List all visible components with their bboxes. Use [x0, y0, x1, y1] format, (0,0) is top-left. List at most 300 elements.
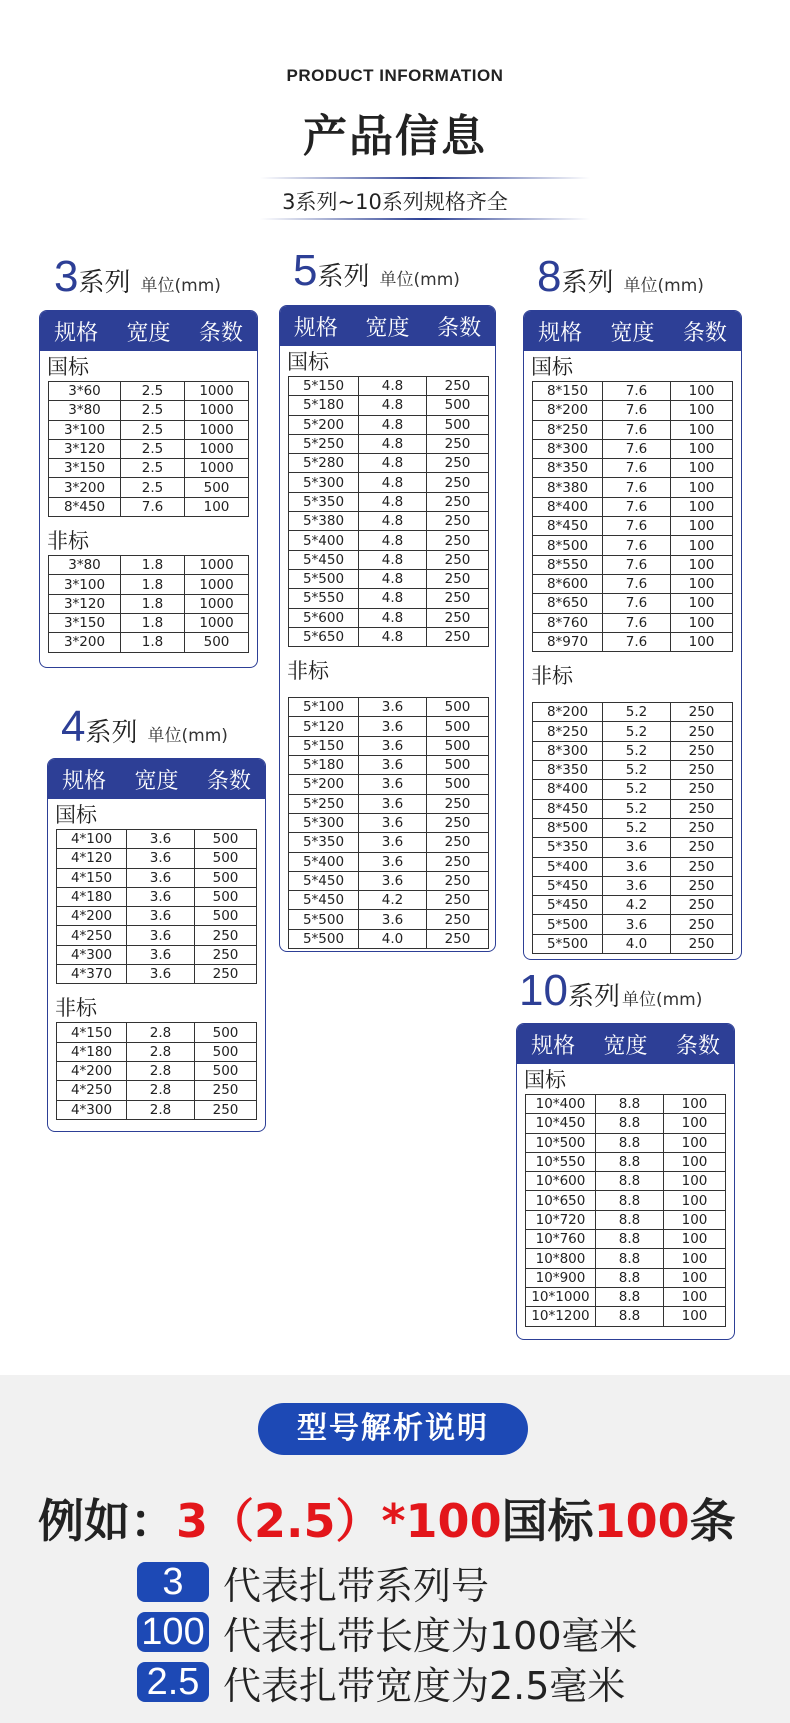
- spec-cell: 5*120: [289, 717, 359, 736]
- table-row: [57, 1061, 257, 1080]
- spec-cell: 5*500: [533, 934, 603, 953]
- width-cell: 8.8: [596, 1287, 664, 1306]
- count-cell: 1000: [185, 594, 249, 613]
- spec-cell: 5*250: [289, 794, 359, 813]
- table-row: [289, 891, 489, 910]
- table-row: [533, 722, 733, 741]
- count-cell: 500: [185, 478, 249, 497]
- count-cell: 250: [671, 780, 733, 799]
- table-row: [49, 459, 249, 478]
- count-cell: 250: [671, 915, 733, 934]
- spec-cell: 4*150: [57, 868, 127, 887]
- divider-bottom: [260, 218, 590, 220]
- width-cell: 4.0: [603, 934, 671, 953]
- table-row: [57, 1042, 257, 1061]
- spec-cell: 8*350: [533, 761, 603, 780]
- spec-cell: 5*500: [289, 929, 359, 948]
- count-cell: 250: [427, 589, 489, 608]
- table-row: [289, 929, 489, 948]
- header-title-en: PRODUCT INFORMATION: [286, 66, 504, 85]
- spec-cell: 8*250: [533, 420, 603, 439]
- count-cell: 100: [664, 1287, 726, 1306]
- spec-cell: 5*450: [289, 891, 359, 910]
- spec-cell: 5*150: [289, 377, 359, 396]
- width-cell: 5.2: [603, 703, 671, 722]
- series-10-title: 10系列 单位(mm): [519, 966, 703, 1015]
- spec-cell: 10*1000: [526, 1287, 596, 1306]
- count-cell: 250: [427, 492, 489, 511]
- width-cell: 5.2: [603, 780, 671, 799]
- count-cell: 100: [664, 1230, 726, 1249]
- spec-table: [48, 381, 249, 517]
- spec-cell: 8*650: [533, 594, 603, 613]
- table-header: 规格 宽度 条数: [280, 306, 495, 346]
- count-cell: 100: [671, 497, 733, 516]
- table-row: [57, 887, 257, 906]
- table-row: [49, 478, 249, 497]
- count-cell: 500: [195, 849, 257, 868]
- table-row: [289, 717, 489, 736]
- spec-cell: 3*150: [49, 613, 121, 632]
- width-cell: 7.6: [603, 420, 671, 439]
- width-cell: 1.8: [121, 575, 185, 594]
- legend-text: 代表扎带宽度为2.5毫米: [223, 1663, 626, 1708]
- width-cell: 4.0: [359, 929, 427, 948]
- count-cell: 500: [185, 633, 249, 652]
- table-row: [533, 934, 733, 953]
- table-row: [49, 613, 249, 632]
- count-cell: 1000: [185, 556, 249, 575]
- table-row: [526, 1210, 726, 1229]
- table-row: [49, 594, 249, 613]
- spec-cell: 5*300: [289, 813, 359, 832]
- spec-cell: 8*550: [533, 555, 603, 574]
- table-row: [526, 1230, 726, 1249]
- spec-cell: 3*60: [49, 382, 121, 401]
- header-subtitle: 3系列~10系列规格齐全: [282, 190, 508, 214]
- spec-cell: 5*400: [533, 857, 603, 876]
- width-cell: 2.5: [121, 459, 185, 478]
- table-row: [533, 632, 733, 651]
- count-cell: 100: [671, 459, 733, 478]
- count-cell: 250: [671, 934, 733, 953]
- table-row: [533, 703, 733, 722]
- width-cell: 7.6: [603, 594, 671, 613]
- legend-row-series: [137, 1561, 490, 1608]
- legend-row-length: [137, 1611, 638, 1658]
- count-cell: 250: [671, 722, 733, 741]
- count-cell: 250: [671, 818, 733, 837]
- width-cell: 3.6: [359, 833, 427, 852]
- width-cell: 3.6: [127, 830, 195, 849]
- series-4-card: [47, 758, 266, 1132]
- count-cell: 250: [671, 799, 733, 818]
- width-cell: 7.6: [603, 632, 671, 651]
- width-cell: 4.8: [359, 415, 427, 434]
- count-cell: 250: [671, 896, 733, 915]
- legend-badge: 3: [137, 1562, 209, 1602]
- count-cell: 250: [427, 833, 489, 852]
- count-cell: 250: [195, 965, 257, 984]
- table-row: [289, 698, 489, 717]
- width-cell: 8.8: [596, 1114, 664, 1133]
- spec-cell: 8*500: [533, 536, 603, 555]
- table-row: [289, 813, 489, 832]
- table-row: [533, 741, 733, 760]
- count-cell: 100: [671, 613, 733, 632]
- count-cell: 1000: [185, 439, 249, 458]
- width-cell: 7.6: [603, 401, 671, 420]
- table-row: [289, 512, 489, 531]
- table-row: [533, 536, 733, 555]
- spec-table: [525, 1094, 726, 1327]
- spec-cell: 8*400: [533, 497, 603, 516]
- width-cell: 3.6: [603, 876, 671, 895]
- width-cell: 8.8: [596, 1230, 664, 1249]
- spec-cell: 10*800: [526, 1249, 596, 1268]
- count-cell: 250: [195, 1081, 257, 1100]
- spec-cell: 3*120: [49, 439, 121, 458]
- width-cell: 4.8: [359, 608, 427, 627]
- table-row: [57, 926, 257, 945]
- count-cell: 500: [427, 717, 489, 736]
- spec-cell: 10*900: [526, 1268, 596, 1287]
- spec-cell: 5*400: [289, 531, 359, 550]
- count-cell: 500: [195, 887, 257, 906]
- width-cell: 4.8: [359, 550, 427, 569]
- count-cell: 100: [664, 1114, 726, 1133]
- spec-cell: 10*550: [526, 1152, 596, 1171]
- spec-cell: 4*150: [57, 1023, 127, 1042]
- count-cell: 250: [195, 926, 257, 945]
- spec-cell: 5*350: [289, 492, 359, 511]
- count-cell: 1000: [185, 459, 249, 478]
- table-header: 规格 宽度 条数: [40, 311, 257, 351]
- width-cell: 1.8: [121, 613, 185, 632]
- table-header: 规格 宽度 条数: [517, 1024, 734, 1064]
- width-cell: 3.6: [127, 849, 195, 868]
- count-cell: 100: [664, 1133, 726, 1152]
- count-cell: 250: [671, 857, 733, 876]
- spec-cell: 5*450: [289, 871, 359, 890]
- width-cell: 4.8: [359, 434, 427, 453]
- count-cell: 500: [195, 868, 257, 887]
- table-row: [49, 556, 249, 575]
- spec-cell: 3*80: [49, 401, 121, 420]
- spec-table: [288, 697, 489, 949]
- spec-table: [532, 381, 733, 652]
- spec-cell: 8*350: [533, 459, 603, 478]
- table-row: [533, 382, 733, 401]
- width-cell: 2.8: [127, 1023, 195, 1042]
- table-row: [533, 799, 733, 818]
- count-cell: 100: [671, 382, 733, 401]
- spec-cell: 8*450: [533, 517, 603, 536]
- spec-cell: 5*180: [289, 756, 359, 775]
- category-non-national: 非标: [47, 529, 89, 554]
- table-row: [533, 915, 733, 934]
- spec-cell: 5*200: [289, 415, 359, 434]
- count-cell: 100: [671, 574, 733, 593]
- count-cell: 500: [195, 1042, 257, 1061]
- count-cell: 100: [664, 1307, 726, 1326]
- width-cell: 5.2: [603, 799, 671, 818]
- width-cell: 5.2: [603, 818, 671, 837]
- width-cell: 4.8: [359, 569, 427, 588]
- width-cell: 3.6: [359, 871, 427, 890]
- spec-cell: 5*180: [289, 396, 359, 415]
- width-cell: 4.8: [359, 473, 427, 492]
- count-cell: 100: [671, 478, 733, 497]
- spec-cell: 3*80: [49, 556, 121, 575]
- spec-cell: 5*650: [289, 627, 359, 646]
- spec-cell: 8*150: [533, 382, 603, 401]
- table-row: [49, 497, 249, 516]
- count-cell: 500: [427, 698, 489, 717]
- table-row: [289, 434, 489, 453]
- category-national: 国标: [524, 1068, 566, 1092]
- table-row: [289, 415, 489, 434]
- table-row: [289, 454, 489, 473]
- spec-cell: 5*600: [289, 608, 359, 627]
- table-row: [289, 396, 489, 415]
- table-row: [526, 1095, 726, 1114]
- count-cell: 250: [427, 608, 489, 627]
- spec-cell: 10*1200: [526, 1307, 596, 1326]
- table-row: [533, 420, 733, 439]
- width-cell: 3.6: [603, 857, 671, 876]
- series-5-title: 5系列 单位(mm): [293, 246, 460, 295]
- width-cell: 8.8: [596, 1210, 664, 1229]
- width-cell: 8.8: [596, 1095, 664, 1114]
- count-cell: 100: [185, 497, 249, 516]
- width-cell: 2.5: [121, 382, 185, 401]
- spec-cell: 10*450: [526, 1114, 596, 1133]
- count-cell: 1000: [185, 401, 249, 420]
- count-cell: 250: [427, 813, 489, 832]
- spec-cell: 4*250: [57, 926, 127, 945]
- table-row: [57, 1023, 257, 1042]
- width-cell: 8.8: [596, 1268, 664, 1287]
- count-cell: 100: [664, 1249, 726, 1268]
- count-cell: 250: [427, 852, 489, 871]
- width-cell: 7.6: [121, 497, 185, 516]
- table-row: [49, 382, 249, 401]
- spec-cell: 5*150: [289, 736, 359, 755]
- spec-cell: 5*550: [289, 589, 359, 608]
- count-cell: 500: [195, 1023, 257, 1042]
- width-cell: 2.8: [127, 1081, 195, 1100]
- table-row: [289, 756, 489, 775]
- spec-table: [56, 829, 257, 984]
- count-cell: 250: [671, 703, 733, 722]
- count-cell: 100: [671, 632, 733, 651]
- spec-cell: 8*450: [533, 799, 603, 818]
- count-cell: 250: [427, 531, 489, 550]
- table-row: [289, 910, 489, 929]
- width-cell: 3.6: [359, 910, 427, 929]
- series-8-title: 8系列 单位(mm): [537, 252, 704, 301]
- spec-cell: 8*250: [533, 722, 603, 741]
- count-cell: 250: [427, 794, 489, 813]
- width-cell: 3.6: [359, 775, 427, 794]
- table-row: [526, 1172, 726, 1191]
- width-cell: 1.8: [121, 633, 185, 652]
- legend-text: 代表扎带系列号: [223, 1563, 490, 1608]
- spec-cell: 4*300: [57, 945, 127, 964]
- spec-table: [532, 702, 733, 954]
- count-cell: 100: [671, 401, 733, 420]
- spec-cell: 5*450: [533, 876, 603, 895]
- width-cell: 7.6: [603, 478, 671, 497]
- count-cell: 500: [195, 830, 257, 849]
- spec-table: [288, 376, 489, 647]
- table-row: [289, 608, 489, 627]
- spec-cell: 4*300: [57, 1100, 127, 1119]
- table-row: [533, 838, 733, 857]
- width-cell: 3.6: [359, 813, 427, 832]
- legend-text: 代表扎带长度为100毫米: [223, 1613, 638, 1658]
- width-cell: 4.8: [359, 396, 427, 415]
- count-cell: 250: [427, 910, 489, 929]
- table-row: [289, 569, 489, 588]
- category-national: 国标: [287, 350, 329, 374]
- spec-table: [48, 555, 249, 652]
- width-cell: 4.8: [359, 627, 427, 646]
- spec-cell: 5*280: [289, 454, 359, 473]
- count-cell: 100: [671, 594, 733, 613]
- table-row: [57, 965, 257, 984]
- category-national: 国标: [47, 355, 89, 379]
- explanation-pill: 型号解析说明: [258, 1403, 528, 1455]
- spec-cell: 10*400: [526, 1095, 596, 1114]
- table-row: [57, 1081, 257, 1100]
- spec-cell: 5*200: [289, 775, 359, 794]
- table-row: [533, 761, 733, 780]
- spec-cell: 5*100: [289, 698, 359, 717]
- width-cell: 5.2: [603, 761, 671, 780]
- count-cell: 250: [671, 761, 733, 780]
- table-row: [57, 830, 257, 849]
- width-cell: 4.2: [603, 896, 671, 915]
- spec-cell: 8*970: [533, 632, 603, 651]
- table-row: [289, 377, 489, 396]
- width-cell: 3.6: [603, 838, 671, 857]
- spec-cell: 4*100: [57, 830, 127, 849]
- count-cell: 250: [427, 454, 489, 473]
- count-cell: 500: [427, 736, 489, 755]
- width-cell: 4.8: [359, 492, 427, 511]
- example-line: 例如：3（2.5）*100国标100条: [38, 1494, 736, 1548]
- table-row: [289, 550, 489, 569]
- table-row: [533, 594, 733, 613]
- spec-cell: 5*350: [533, 838, 603, 857]
- spec-cell: 5*500: [533, 915, 603, 934]
- table-row: [533, 780, 733, 799]
- width-cell: 7.6: [603, 613, 671, 632]
- width-cell: 7.6: [603, 574, 671, 593]
- spec-cell: 3*100: [49, 420, 121, 439]
- spec-cell: 3*150: [49, 459, 121, 478]
- table-row: [49, 420, 249, 439]
- spec-cell: 5*380: [289, 512, 359, 531]
- width-cell: 2.8: [127, 1100, 195, 1119]
- table-row: [289, 473, 489, 492]
- width-cell: 3.6: [127, 887, 195, 906]
- table-row: [49, 575, 249, 594]
- spec-cell: 8*300: [533, 741, 603, 760]
- spec-cell: 5*250: [289, 434, 359, 453]
- header-title-cn: 产品信息: [303, 111, 487, 162]
- table-row: [533, 517, 733, 536]
- spec-cell: 10*600: [526, 1172, 596, 1191]
- width-cell: 2.8: [127, 1061, 195, 1080]
- count-cell: 1000: [185, 382, 249, 401]
- category-national: 国标: [531, 355, 573, 379]
- count-cell: 100: [664, 1268, 726, 1287]
- category-national: 国标: [55, 803, 97, 827]
- width-cell: 8.8: [596, 1249, 664, 1268]
- width-cell: 3.6: [127, 907, 195, 926]
- width-cell: 8.8: [596, 1172, 664, 1191]
- width-cell: 8.8: [596, 1133, 664, 1152]
- spec-cell: 3*120: [49, 594, 121, 613]
- spec-cell: 5*300: [289, 473, 359, 492]
- table-row: [289, 531, 489, 550]
- count-cell: 250: [427, 627, 489, 646]
- spec-cell: 4*200: [57, 1061, 127, 1080]
- width-cell: 5.2: [603, 722, 671, 741]
- table-row: [526, 1287, 726, 1306]
- width-cell: 2.5: [121, 439, 185, 458]
- table-row: [57, 1100, 257, 1119]
- count-cell: 500: [427, 775, 489, 794]
- table-row: [533, 876, 733, 895]
- count-cell: 500: [195, 907, 257, 926]
- count-cell: 250: [195, 945, 257, 964]
- table-row: [289, 589, 489, 608]
- table-row: [49, 633, 249, 652]
- table-row: [289, 852, 489, 871]
- spec-cell: 4*120: [57, 849, 127, 868]
- count-cell: 100: [664, 1191, 726, 1210]
- spec-cell: 8*600: [533, 574, 603, 593]
- series-3-card: [39, 310, 258, 668]
- table-row: [526, 1114, 726, 1133]
- width-cell: 7.6: [603, 382, 671, 401]
- count-cell: 100: [664, 1152, 726, 1171]
- spec-cell: 10*760: [526, 1230, 596, 1249]
- table-row: [289, 627, 489, 646]
- count-cell: 250: [427, 891, 489, 910]
- table-row: [526, 1152, 726, 1171]
- table-row: [57, 868, 257, 887]
- width-cell: 7.6: [603, 459, 671, 478]
- spec-cell: 8*760: [533, 613, 603, 632]
- count-cell: 250: [671, 876, 733, 895]
- count-cell: 100: [671, 439, 733, 458]
- count-cell: 1000: [185, 575, 249, 594]
- count-cell: 500: [427, 396, 489, 415]
- table-row: [57, 945, 257, 964]
- spec-cell: 3*200: [49, 478, 121, 497]
- width-cell: 2.5: [121, 420, 185, 439]
- table-row: [533, 818, 733, 837]
- spec-cell: 8*400: [533, 780, 603, 799]
- count-cell: 1000: [185, 420, 249, 439]
- table-row: [533, 478, 733, 497]
- count-cell: 250: [427, 434, 489, 453]
